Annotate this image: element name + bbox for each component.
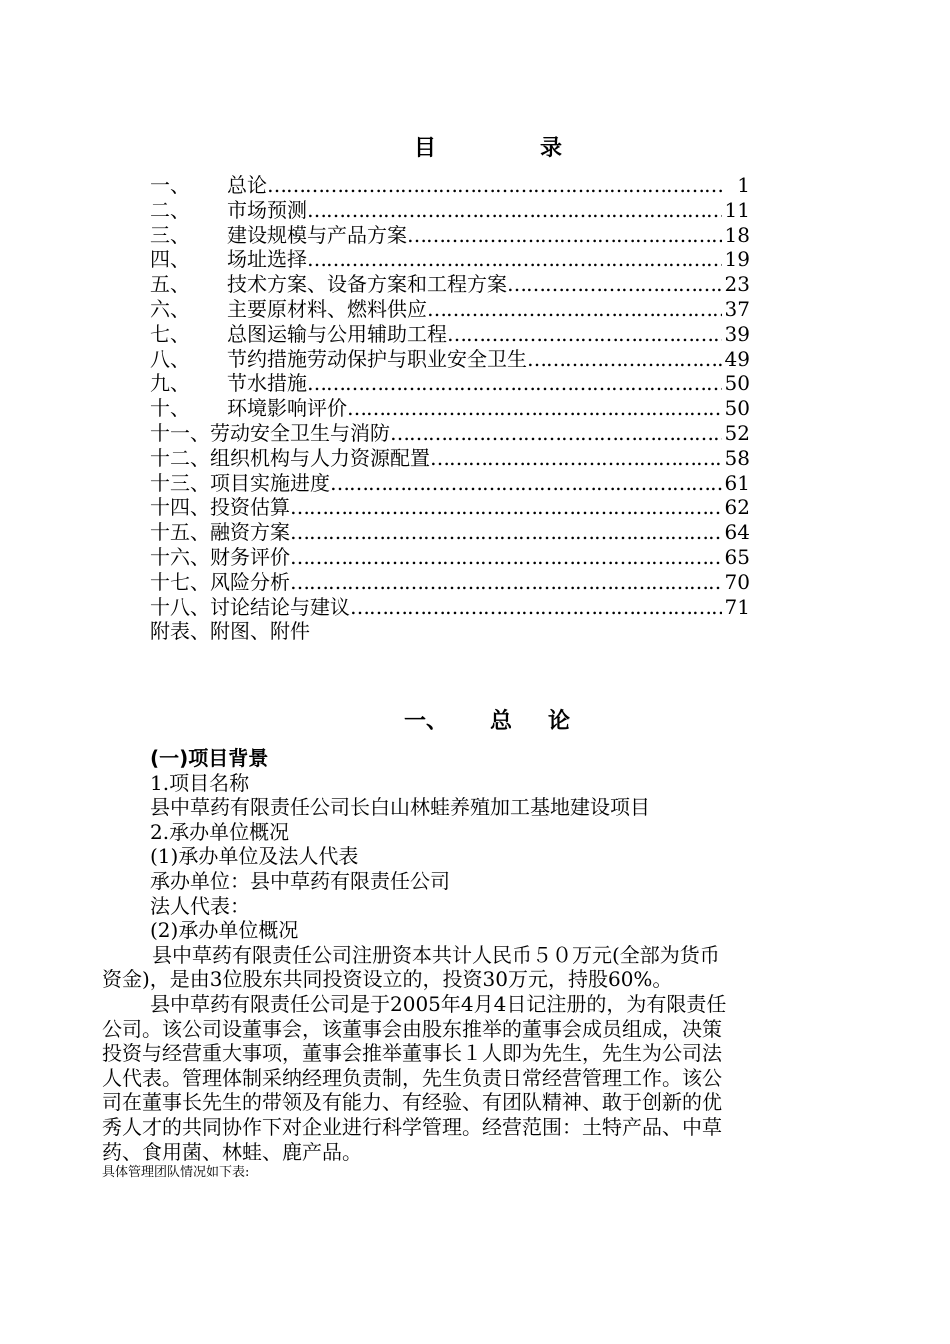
toc-entry-number: 十三、: [150, 470, 210, 495]
toc-entry-page: 62: [724, 495, 750, 520]
toc-dot-leader: [290, 570, 722, 595]
toc-entry-page: 70: [724, 569, 750, 594]
toc-dot-leader: [527, 347, 722, 372]
paragraph-line: 秀人才的共同协作下对企业进行科学管理。经营范围：土特产品、中草: [102, 1114, 722, 1139]
toc-entry-number: 三、: [150, 222, 190, 247]
toc-entry-label: 讨论结论与建议: [210, 594, 350, 619]
chapter-number: 一、: [404, 709, 449, 734]
toc-dot-leader: [390, 421, 722, 446]
toc-entry-number: 十、: [150, 396, 190, 421]
toc-entry-page: 61: [724, 470, 750, 495]
section-body: [102, 746, 882, 1182]
toc-entry: [150, 396, 750, 421]
toc-dot-leader: [307, 247, 722, 272]
toc-dot-leader: [330, 471, 722, 496]
table-intro-note: 具体管理团队情况如下表:: [102, 1165, 250, 1181]
toc-entry-page: 11: [724, 197, 750, 222]
toc-dot-leader: [427, 297, 722, 322]
toc-title-left: 目: [414, 136, 437, 161]
paragraph-line: 公司。该公司设董事会，该董事会由股东推举的董事会成员组成，决策: [102, 1016, 722, 1041]
toc-dot-leader: [350, 595, 722, 620]
toc-entry-label: 财务评价: [210, 544, 290, 569]
toc-entry-label: 组织机构与人力资源配置: [210, 445, 430, 470]
toc-entry-page: 1: [737, 173, 750, 197]
toc-entry-page: 39: [724, 321, 750, 346]
toc-entry-label: 总图运输与公用辅助工程: [227, 321, 447, 346]
toc-entry-page: 64: [724, 520, 750, 545]
toc-entry-page: 71: [724, 594, 750, 619]
toc-entry: [150, 471, 750, 496]
toc-entry-label: 环境影响评价: [227, 396, 347, 421]
toc-entry-page: 19: [724, 247, 750, 272]
toc-entry-number: 十六、: [150, 544, 210, 569]
toc-dot-leader: [290, 520, 722, 545]
toc-entry-label: 节水措施: [227, 371, 307, 396]
toc-dot-leader: [267, 173, 722, 198]
toc-entry-number: 九、: [150, 371, 190, 396]
toc-dot-leader: [507, 272, 722, 297]
toc-entry: [150, 446, 750, 471]
toc-entry-page: 49: [724, 346, 750, 371]
toc-entry: [150, 297, 750, 322]
paragraph-line: 县中草药有限责任公司注册资本共计人民币５０万元(全部为货币: [152, 942, 720, 967]
toc-entry-label: 风险分析: [210, 569, 290, 594]
paragraph-line: 人代表。管理体制采纳经理负责制，先生负责日常经营管理工作。该公: [102, 1065, 722, 1090]
text-line: 1.项目名称: [150, 770, 250, 795]
toc-entry-number: 二、: [150, 197, 190, 222]
toc-entry-number: 八、: [150, 346, 190, 371]
toc-dot-leader: [290, 495, 722, 520]
text-line: 2.承办单位概况: [150, 819, 290, 844]
toc-entry: [150, 545, 750, 570]
toc-entry-label: 总论: [227, 173, 267, 197]
text-line: 法人代表：: [150, 893, 250, 918]
toc-entry: [150, 272, 750, 297]
toc-entry: [150, 247, 750, 272]
toc-title-right: 录: [540, 136, 563, 161]
toc-list: [150, 173, 750, 644]
toc-entry-label: 主要原材料、燃料供应: [227, 296, 427, 321]
toc-entry: [150, 371, 750, 396]
toc-entry-label: 劳动安全卫生与消防: [210, 420, 390, 445]
toc-entry-page: 50: [724, 371, 750, 396]
toc-entry-number: 四、: [150, 247, 190, 272]
toc-entry-number: 十五、: [150, 520, 210, 545]
text-line: (1)承办单位及法人代表: [150, 844, 359, 869]
toc-entry: [150, 223, 750, 248]
toc-dot-leader: [447, 322, 722, 347]
toc-entry: [150, 421, 750, 446]
paragraph-line: 县中草药有限责任公司是于2005年4月4日记注册的，为有限责任: [150, 991, 727, 1016]
toc-entry-label: 融资方案: [210, 520, 290, 545]
section-heading: (一)项目背景: [150, 746, 269, 770]
toc-dot-leader: [407, 223, 722, 248]
toc-entry-label: 项目实施进度: [210, 470, 330, 495]
toc-entry-number: 六、: [150, 296, 190, 321]
paragraph-line: 药、食用菌、林蛙、鹿产品。: [102, 1139, 362, 1164]
text-line: 县中草药有限责任公司长白山林蛙养殖加工基地建设项目: [150, 795, 650, 820]
toc-entry-number: 十四、: [150, 495, 210, 520]
toc-entry-page: 23: [724, 272, 750, 297]
toc-dot-leader: [290, 545, 722, 570]
toc-entry-label: 技术方案、设备方案和工程方案: [227, 272, 507, 297]
toc-entry-number: 七、: [150, 321, 190, 346]
toc-entry-number: 十二、: [150, 445, 210, 470]
toc-entry: [150, 347, 750, 372]
toc-entry-page: 37: [724, 296, 750, 321]
toc-entry-label: 场址选择: [227, 247, 307, 272]
toc-entry-number: 十八、: [150, 594, 210, 619]
toc-appendix: 附表、附图、附件: [150, 619, 310, 644]
toc-entry-label: 市场预测: [227, 197, 307, 222]
toc-entry-page: 52: [724, 420, 750, 445]
toc-entry-number: 一、: [150, 173, 190, 197]
toc-dot-leader: [430, 446, 722, 471]
toc-entry: [150, 198, 750, 223]
toc-entry: [150, 520, 750, 545]
toc-dot-leader: [307, 198, 722, 223]
toc-entry: [150, 495, 750, 520]
toc-entry: [150, 570, 750, 595]
paragraph-line: 资金)，是由3位股东共同投资设立的，投资30万元，持股60%。: [102, 967, 673, 992]
text-line: 承办单位：县中草药有限责任公司: [150, 868, 450, 893]
toc-entry: [150, 595, 750, 620]
toc-entry: [150, 173, 750, 198]
toc-entry-label: 节约措施劳动保护与职业安全卫生: [227, 346, 527, 371]
paragraph-line: 投资与经营重大事项，董事会推举董事长１人即为先生，先生为公司法: [102, 1041, 722, 1066]
toc-entry-page: 65: [724, 544, 750, 569]
text-line: (2)承办单位概况: [150, 918, 299, 943]
paragraph-line: 司在董事长先生的带领及有能力、有经验、有团队精神、敢于创新的优: [102, 1090, 722, 1115]
toc-entry: [150, 322, 750, 347]
toc-entry-page: 58: [724, 445, 750, 470]
toc-entry-label: 建设规模与产品方案: [227, 222, 407, 247]
toc-entry-number: 五、: [150, 272, 190, 297]
toc-entry-number: 十七、: [150, 569, 210, 594]
toc-entry-label: 投资估算: [210, 495, 290, 520]
chapter-title-left: 总: [490, 709, 513, 734]
chapter-title-right: 论: [548, 709, 571, 734]
toc-dot-leader: [347, 396, 722, 421]
toc-entry-number: 十一、: [150, 420, 210, 445]
toc-dot-leader: [307, 371, 722, 396]
toc-entry-page: 50: [724, 396, 750, 421]
toc-entry-page: 18: [724, 222, 750, 247]
